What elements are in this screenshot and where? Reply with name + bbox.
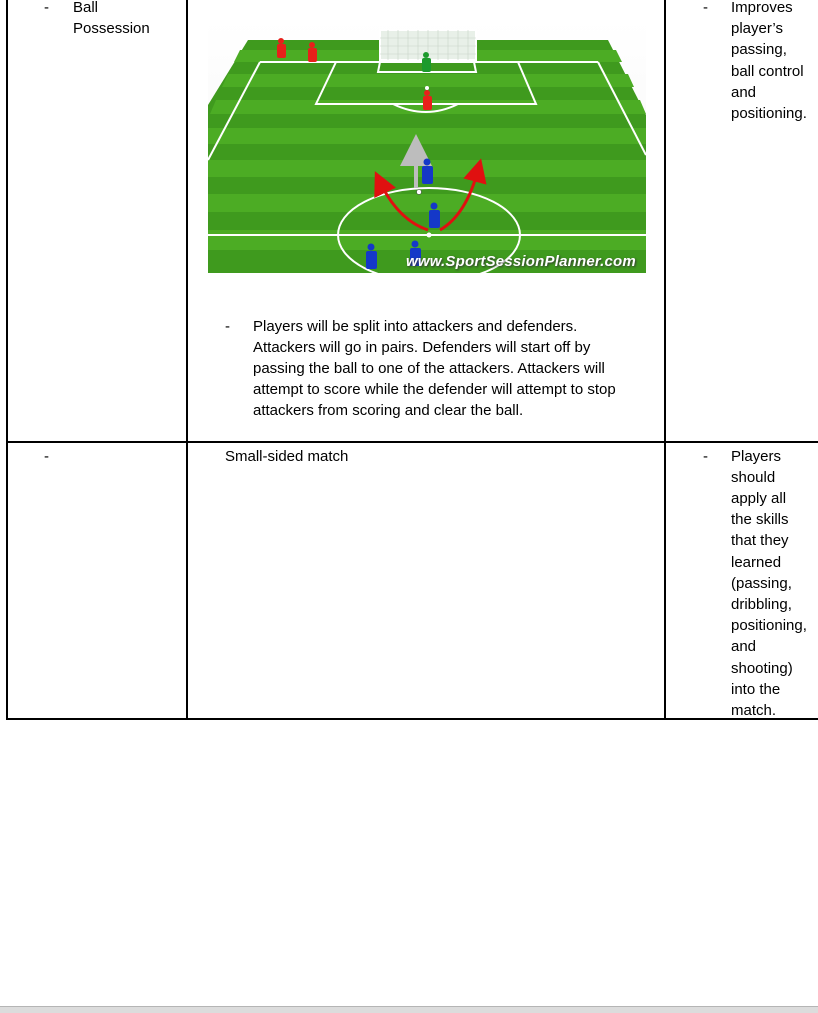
description-line: Attackers will go in pairs. Defenders will start off by [253, 339, 591, 356]
skill-name-line: Ball [73, 0, 99, 16]
bullet-dash: - [703, 448, 708, 465]
benefit-line: Improves [731, 0, 793, 16]
skill-name-line: Possession [73, 20, 150, 37]
benefit-line: learned [731, 554, 782, 571]
benefit-line: dribbling, [731, 596, 792, 613]
bullet-dash: - [44, 0, 49, 16]
benefit-line: positioning. [731, 105, 807, 122]
bullet-dash: - [44, 448, 49, 465]
benefit-line: match. [731, 702, 777, 719]
bullet-dash: - [703, 0, 708, 16]
benefit-line: and [731, 84, 757, 101]
description-line: attempt to score while the defender will attempt to stop [253, 381, 616, 398]
table-border-col2 [664, 0, 666, 720]
benefit-line: ball control [731, 63, 804, 80]
benefit-line: passing, [731, 41, 787, 58]
benefit-line: the skills [731, 511, 789, 528]
benefit-line: apply all [731, 490, 787, 507]
benefit-line: should [731, 469, 776, 486]
benefit-line: player’s [731, 20, 783, 37]
description-line: Players will be split into attackers and defenders. [253, 318, 578, 335]
activity-name: Small-sided match [225, 448, 349, 465]
benefit-line: Players [731, 448, 782, 465]
table-border-bottom [6, 718, 818, 720]
watermark-text: www.SportSessionPlanner.com [406, 253, 636, 270]
benefit-line: into the [731, 681, 781, 698]
soccer-drill-diagram [208, 20, 646, 273]
description-line: passing the ball to one of the attackers. Attackers will [253, 360, 605, 377]
bullet-dash: - [225, 318, 230, 335]
benefit-line: shooting) [731, 660, 793, 677]
table-row-divider [6, 441, 818, 443]
benefit-line: and [731, 638, 757, 655]
table-border-left [6, 0, 8, 720]
benefit-line: (passing, [731, 575, 792, 592]
table-border-col1 [186, 0, 188, 720]
benefit-line: positioning, [731, 617, 807, 634]
description-line: attackers from scoring and clear the ball. [253, 402, 524, 419]
benefit-line: that they [731, 532, 789, 549]
